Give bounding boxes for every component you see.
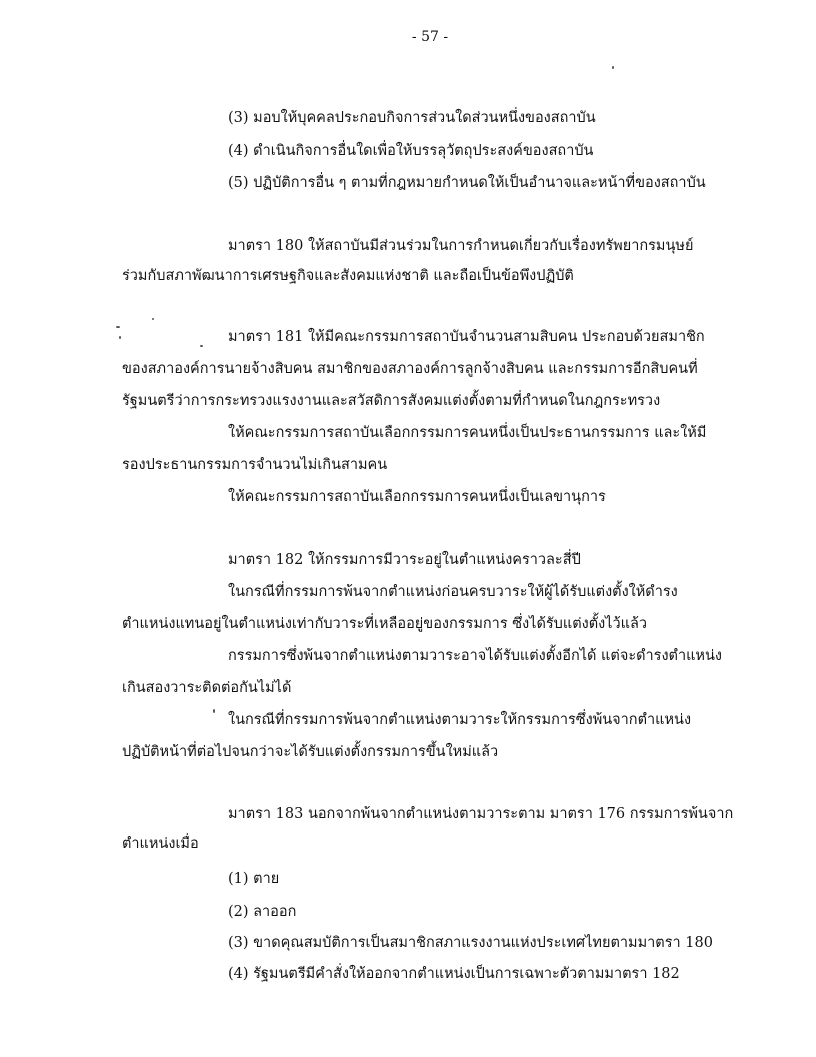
list-item: (3) มอบให้บุคคลประกอบกิจการส่วนใดส่วนหนึ่งของสถาบัน [228,110,596,126]
scan-speck [152,318,154,320]
list-item: (5) ปฏิบัติการอื่น ๆ ตามที่กฎหมายกำหนดให้เป็นอำนาจและหน้าที่ของสถาบัน [228,175,706,191]
section-181-paragraph-line: ให้คณะกรรมการสถาบันเลือกกรรมการคนหนึ่งเป็นประธานกรรมการ และให้มี [228,425,707,441]
section-183-line: ตำแหน่งเมื่อ [122,836,199,852]
section-182-line: เกินสองวาระติดต่อกันไม่ได้ [122,680,292,696]
section-182-line: ปฏิบัติหน้าที่ต่อไปจนกว่าจะได้รับแต่งตั้งกรรมการขึ้นใหม่แล้ว [122,744,499,760]
page-number: - 57 - [411,29,449,45]
scan-speck [213,709,215,713]
list-item: (2) ลาออก [228,904,297,920]
section-181-paragraph-line: ให้คณะกรรมการสถาบันเลือกกรรมการคนหนึ่งเป็นเลขานุการ [228,489,606,505]
scan-speck [116,326,120,328]
section-181-line: รองประธานกรรมการจำนวนไม่เกินสามคน [122,457,388,473]
section-182-line: ตำแหน่งแทนอยู่ในตำแหน่งเท่ากับวาระที่เหลืออยู่ของกรรมการ ซึ่งได้รับแต่งตั้งไว้แล้ว [122,616,647,632]
section-181-heading-line: มาตรา 181 ให้มีคณะกรรมการสถาบันจำนวนสามสิบคน ประกอบด้วยสมาชิก [228,329,705,345]
list-item: (1) ตาย [228,871,280,887]
section-183-heading-line: มาตรา 183 นอกจากพ้นจากตำแหน่งตามวาระตาม มาตรา 176 กรรมการพ้นจาก [228,806,734,822]
section-182-paragraph-line: กรรมการซึ่งพ้นจากตำแหน่งตามวาระอาจได้รับแต่งตั้งอีกได้ แต่จะดำรงตำแหน่ง [228,648,722,664]
scan-speck [200,345,203,347]
scan-speck [119,336,121,339]
scan-speck [612,66,614,69]
section-180-heading-line: มาตรา 180 ให้สถาบันมีส่วนร่วมในการกำหนดเกี่ยวกับเรื่องทรัพยากรมนุษย์ [228,238,694,254]
section-182-paragraph-line: ในกรณีที่กรรมการพ้นจากตำแหน่งตามวาระให้กรรมการซึ่งพ้นจากตำแหน่ง [228,712,692,728]
section-180-line: ร่วมกับสภาพัฒนาการเศรษฐกิจและสังคมแห่งชาติ และถือเป็นข้อพึงปฏิบัติ [122,268,574,284]
section-181-line: ของสภาองค์การนายจ้างสิบคน สมาชิกของสภาองค์การลูกจ้างสิบคน และกรรมการอีกสิบคนที่ [122,361,698,377]
section-182-heading-line: มาตรา 182 ให้กรรมการมีวาระอยู่ในตำแหน่งคราวละสี่ปี [228,552,581,568]
list-item: (3) ขาดคุณสมบัติการเป็นสมาชิกสภาแรงงานแห่งประเทศไทยตามมาตรา 180 [228,935,713,951]
section-181-line: รัฐมนตรีว่าการกระทรวงแรงงานและสวัสดิการสังคมแต่งตั้งตามที่กำหนดในกฎกระทรวง [122,393,661,409]
list-item: (4) ดำเนินกิจการอื่นใดเพื่อให้บรรลุวัตถุประสงค์ของสถาบัน [228,143,594,159]
section-182-paragraph-line: ในกรณีที่กรรมการพ้นจากตำแหน่งก่อนครบวาระให้ผู้ได้รับแต่งตั้งให้ดำรง [228,584,678,600]
list-item: (4) รัฐมนตรีมีคำสั่งให้ออกจากตำแหน่งเป็นการเฉพาะตัวตามมาตรา 182 [228,966,680,982]
